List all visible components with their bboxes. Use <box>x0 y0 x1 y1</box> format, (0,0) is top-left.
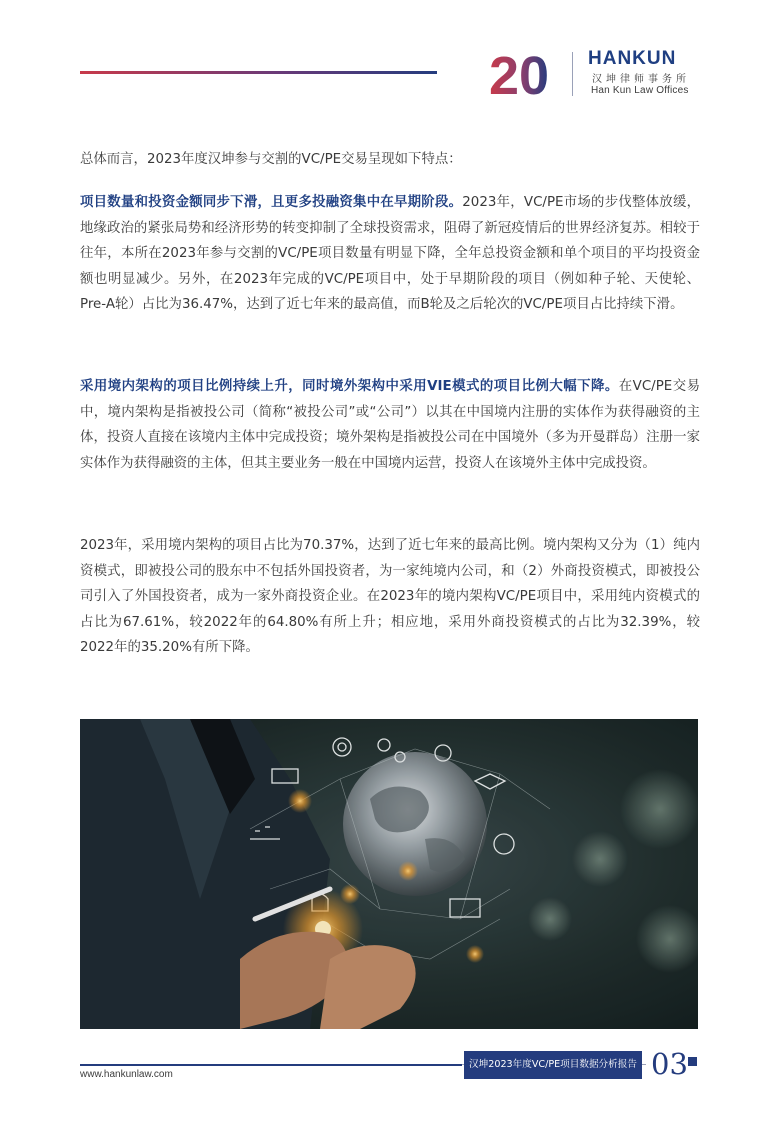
anniversary-20-logo <box>486 47 552 99</box>
footer-rule <box>80 1064 462 1066</box>
paragraph-heading: 采用境内架构的项目比例持续上升，同时境外架构中采用VIE模式的项目比例大幅下降。 <box>80 379 619 394</box>
paragraph-heading: 项目数量和投资金额同步下滑，且更多投融资集中在早期阶段。 <box>80 195 463 210</box>
paragraph-body: 在VC/PE交易中，境内架构是指被投公司（简称“被投公司”或“公司”）以其在中国境内注册的实体作为获得融资的主体，投资人直接在该境内主体中完成投资；境外架构是指被投公司在中国境外（多为开曼群岛）注册一家实体作为获得融资的主体，但其主要业务一般在中国境内运营，投资人在该境外主体中完成投资。 <box>80 379 700 471</box>
footer-report-title: 汉坤2023年度VC/PE项目数据分析报告 <box>464 1051 642 1079</box>
intro-paragraph: 总体而言，2023年度汉坤参与交割的VC/PE交易呈现如下特点： <box>80 152 462 167</box>
footer-website-link[interactable]: www.hankunlaw.com <box>80 1069 173 1080</box>
svg-text:20: 20 <box>488 47 550 99</box>
brand-name-chinese: 汉坤律师事务所 <box>592 74 690 85</box>
business-network-globe-photo <box>80 719 698 1029</box>
page-number: 03 <box>651 1047 688 1081</box>
paragraph-domestic-structure <box>80 374 700 476</box>
header-gradient-rule <box>80 71 437 74</box>
paragraph-body: 2023年，VC/PE市场的步伐整体放缓，地缘政治的紧张局势和经济形势的转变抑制了全球投资需求，阻碍了新冠疫情后的世界经济复苏。相较于往年，本所在2023年参与交割的VC/PE项目数量有明显下降，全年总投资金额和单个项目的平均投资金额也明显减少。另外，在2023年完成的VC/PE项目中，处于早期阶段的项目（例如种子轮、天使轮、Pre-A轮）占比为36.47%，达到了近七年来的最高值，而B轮及之后轮次的VC/PE项目占比持续下滑。 <box>80 195 701 313</box>
logo-divider <box>572 52 573 96</box>
page-number-square <box>688 1057 697 1066</box>
brand-name-english: Han Kun Law Offices <box>591 85 689 96</box>
paragraph-deal-volume <box>80 190 700 318</box>
paragraph-domestic-ratio: 2023年，采用境内架构的项目占比为70.37%，达到了近七年来的最高比例。境内架构又分为（1）纯内资模式，即被投公司的股东中不包括外国投资者，为一家纯境内公司，和（2）外商投资模式，即被投公司引入了外国投资者，成为一家外商投资企业。在2023年的境内架构VC/PE项目中，采用纯内资模式的占比为67.61%，较2022年的64.80%有所上升；相应地，采用外商投资模式的占比为32.39%，较2022年的35.20%有所下降。 <box>80 538 700 656</box>
brand-logo-text: HANKUN <box>588 48 677 69</box>
